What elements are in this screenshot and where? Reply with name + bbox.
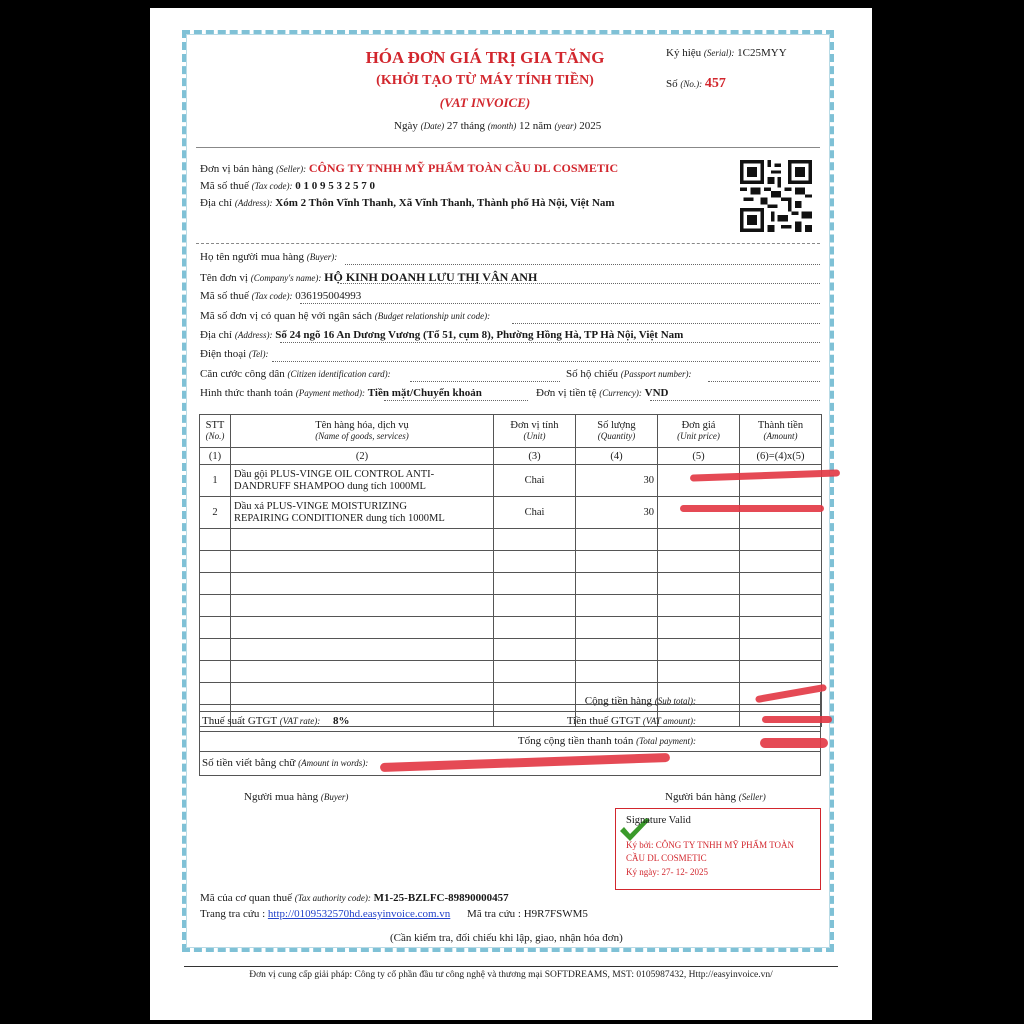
vat-row: Thuế suất GTGT (VAT rate): 8% Tiền thuế GTGT (VAT amount): <box>199 712 821 732</box>
seller-tax-line: Mã số thuế (Tax code): 0 1 0 9 5 3 2 5 7 0 <box>200 180 376 192</box>
invoice-title: HÓA ĐƠN GIÁ TRỊ GIA TĂNG <box>365 48 605 67</box>
serial-line: Ký hiệu (Serial): 1C25MYY <box>666 47 787 59</box>
signature-box: Signature Valid Ký bởi: CÔNG TY TNHH MỸ PHẨM TOÀN CẦU DL COSMETIC Ký ngày: 27- 12- 2025 <box>615 808 821 890</box>
seller-line: Đơn vị bán hàng (Seller): CÔNG TY TNHH MỸ PHẨM TOÀN CẦU DL COSMETIC <box>200 161 619 175</box>
buyer-signature-label: Người mua hàng (Buyer) <box>244 791 349 803</box>
number-line: Số (No.): 457 <box>666 76 726 91</box>
phone-line: Điện thoại (Tel): <box>200 348 269 360</box>
tax-authority-line: Mã của cơ quan thuế (Tax authority code): M1-25-BZLFC-89890000457 <box>200 892 509 904</box>
table-row: 2 Dầu xả PLUS-VINGE MOISTURIZING REPAIRING CONDITIONER dung tích 1000ML Chai 30 <box>200 497 822 529</box>
amount-words-row: Số tiền viết bằng chữ (Amount in words): <box>199 752 821 776</box>
verification-note: (Cần kiểm tra, đối chiếu khi lập, giao, nhận hóa đơn) <box>390 932 623 944</box>
serial-value: 1C25MYY <box>737 47 787 59</box>
budget-line: Mã số đơn vị có quan hệ với ngân sách (Budget relationship unit code): <box>200 310 491 322</box>
buyer-address-line: Địa chỉ (Address): Số 24 ngõ 16 An Dương Vương (Tổ 51, cụm 8), Phường Hồng Hà, TP Hà Nội, Việt Nam <box>200 329 684 341</box>
citizen-line: Căn cước công dân (Citizen identification card): <box>200 368 391 380</box>
table-header: STT (No.) Tên hàng hóa, dịch vụ (Name of goods, services) Đơn vị tính (Unit) Số lượng (Quantity) Đơn giá (Unit price) Thành tiền (Amount) <box>200 415 822 448</box>
qr-code-icon <box>740 160 812 232</box>
seller-name: CÔNG TY TNHH MỸ PHẨM TOÀN CẦU DL COSMETIC <box>308 161 619 175</box>
redaction-mark <box>760 738 828 748</box>
redaction-mark <box>762 716 832 723</box>
payment-line: Hình thức thanh toán (Payment method): Tiền mặt/Chuyển khoản <box>200 387 482 399</box>
lookup-link[interactable]: http://0109532570hd.easyinvoice.com.vn <box>267 908 451 920</box>
seller-address-line: Địa chỉ (Address): Xóm 2 Thôn Vĩnh Thanh, Xã Vĩnh Thanh, Thành phố Hà Nội, Việt Nam <box>200 197 615 209</box>
table-index-row: (1) (2) (3) (4) (5) (6)=(4)x(5) <box>200 448 822 465</box>
invoice-subtitle-en: (VAT INVOICE) <box>439 95 531 110</box>
provider-line: Đơn vị cung cấp giải pháp: Công ty cổ phần đầu tư công nghệ và thương mại SOFTDREAMS, MST: 0105987432, Http://easyinvoice.vn/ <box>249 970 773 980</box>
date-line: Ngày (Date) 27 tháng (month) 12 năm (year) 2025 <box>394 120 602 132</box>
redaction-mark <box>680 505 824 512</box>
seller-signature-label: Người bán hàng (Seller) <box>665 791 766 803</box>
passport-line: Số hộ chiếu (Passport number): <box>566 368 692 380</box>
invoice-number: 457 <box>704 76 726 91</box>
currency-line: Đơn vị tiền tệ (Currency): VND <box>536 387 669 399</box>
company-line: Tên đơn vị (Company's name): HỘ KINH DOANH LƯU THỊ VÂN ANH <box>200 270 538 284</box>
table-row: 1 Dầu gội PLUS-VINGE OIL CONTROL ANTI- DANDRUFF SHAMPOO dung tích 1000ML Chai 30 <box>200 465 822 497</box>
items-table <box>199 414 822 727</box>
invoice-subtitle: (KHỞI TẠO TỪ MÁY TÍNH TIỀN) <box>376 73 594 88</box>
subtotal-row: Cộng tiền hàng (Sub total): <box>199 692 821 712</box>
buyer-tax-line: Mã số thuế (Tax code): 036195004993 <box>200 290 362 302</box>
buyer-name-label: Họ tên người mua hàng (Buyer): <box>200 251 338 263</box>
lookup-line: Trang tra cứu : http://0109532570hd.easyinvoice.com.vn Mã tra cứu : H9R7FSWM5 <box>200 908 588 920</box>
total-row: Tổng cộng tiền thanh toán (Total payment): <box>199 732 821 752</box>
